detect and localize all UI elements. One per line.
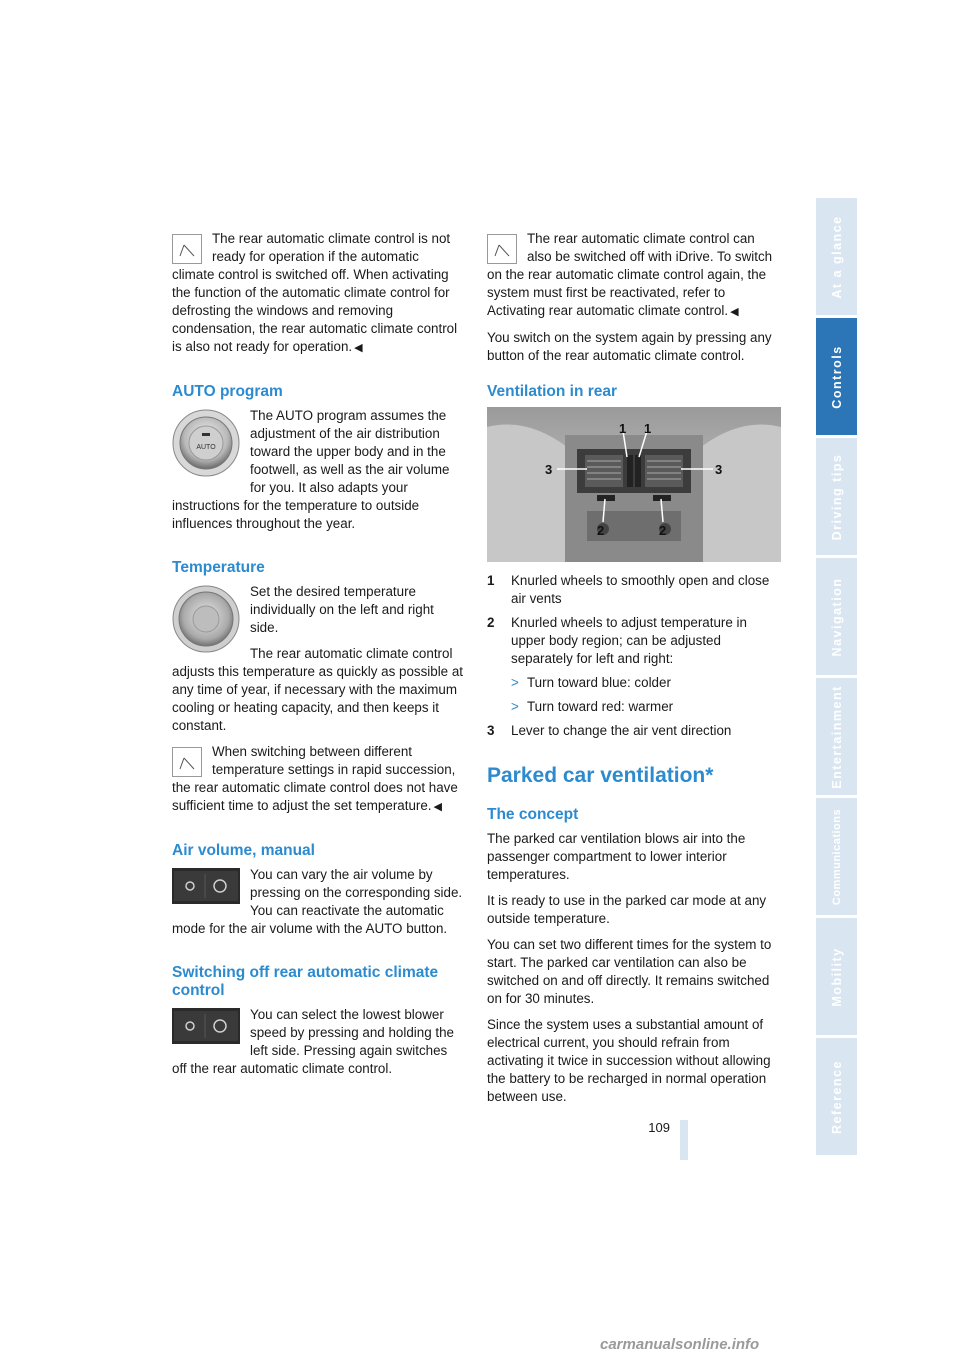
ventilation-heading: Ventilation in rear xyxy=(487,383,618,400)
parked-ventilation-heading: Parked car ventilation* xyxy=(487,764,714,787)
concept-paragraph-1: The parked car ventilation blows air into the passenger compartment to lower interior temperatures. xyxy=(487,831,746,882)
chapter-sidebar xyxy=(816,198,857,1158)
temperature-paragraph-1: Set the desired temperature individually on the left and right side. xyxy=(250,584,434,635)
end-mark: ◀ xyxy=(433,801,442,813)
list-item xyxy=(487,614,779,668)
left-column xyxy=(172,230,464,1086)
tab-controls[interactable] xyxy=(816,318,857,435)
tab-mobility[interactable] xyxy=(816,918,857,1035)
tab-label: Driving tips xyxy=(829,453,844,540)
auto-button-label: AUTO xyxy=(196,444,216,451)
list-item xyxy=(487,572,779,608)
note-icon xyxy=(487,234,517,264)
sub-list-item xyxy=(511,674,779,692)
end-mark: ◀ xyxy=(730,306,739,318)
list-item xyxy=(487,722,779,740)
tab-label: Controls xyxy=(829,344,844,409)
tab-label: At a glance xyxy=(829,214,844,299)
list-number: 1 xyxy=(487,573,495,588)
concept-paragraph-4: Since the system uses a substantial amount of electrical current, you should refrain from activating it twice in succession without allowing the battery to be recharged in normal operation between use. xyxy=(487,1017,771,1104)
note-paragraph: The rear automatic climate control can also be switched off with iDrive. To switch on the rear automatic climate control again, the system must first be reactivated, refer to Activating rear automatic climate control. ◀ xyxy=(487,231,773,318)
list-number: 3 xyxy=(487,723,495,738)
temperature-paragraph-2: The rear automatic climate control adjusts this temperature as quickly as possible at any time of year, if necessary with the maximum cooling or heating capacity, and then keeps it constant. xyxy=(172,646,464,733)
note-icon xyxy=(172,234,202,264)
rear-vent-photo xyxy=(487,407,781,562)
auto-paragraph: The AUTO program assumes the adjustment of the air distribution toward the upper body and in the footwell, as well as the air volume for you. It also adapts your instructions for the temperature to outside influences throughout the year. xyxy=(172,408,450,531)
photo-label-2a: 2 xyxy=(597,523,605,538)
list-text: Knurled wheels to smoothly open and close air vents xyxy=(511,573,770,606)
sub-list-marker: > xyxy=(511,699,519,714)
sub-list-item xyxy=(511,698,779,716)
concept-paragraph-3: You can set two different times for the system to start. The parked car ventilation can also be switched on and off directly. It remains switched on for 30 minutes. xyxy=(487,937,772,1006)
switch-off-button-image xyxy=(172,1008,240,1044)
tab-label: Navigation xyxy=(829,577,844,656)
tab-label: Entertainment xyxy=(829,684,844,789)
sub-list-text: Turn toward red: warmer xyxy=(527,699,674,714)
tab-label: Mobility xyxy=(829,946,844,1007)
photo-label-1a: 1 xyxy=(619,421,627,436)
tab-entertainment[interactable] xyxy=(816,678,857,795)
note-paragraph: The rear automatic climate control is not ready for operation if the automatic climate control is switched off. When activating the function of the automatic climate control for defrosting the windows and removing condensation, the rear automatic climate control is also not ready for operation. ◀ xyxy=(172,231,458,354)
temperature-heading: Temperature xyxy=(172,559,265,576)
temperature-knob-image xyxy=(172,585,240,653)
auto-button-image xyxy=(172,409,240,477)
tab-driving-tips[interactable] xyxy=(816,438,857,555)
end-mark: ◀ xyxy=(354,342,363,354)
concept-heading: The concept xyxy=(487,806,579,823)
list-text: Knurled wheels to adjust temperature in upper body region; can be adjusted separately for left and right: xyxy=(511,615,747,666)
switch-on-paragraph: You switch on the system again by pressing any button of the rear automatic climate control. xyxy=(487,330,772,363)
photo-label-3b: 3 xyxy=(715,462,723,477)
air-volume-heading: Air volume, manual xyxy=(172,842,315,859)
page-number: 109 xyxy=(648,1120,670,1135)
list-text: Lever to change the air vent direction xyxy=(511,723,732,738)
switch-off-paragraph: You can select the lowest blower speed by pressing and holding the left side. Pressing again switches off the rear automatic climate control. xyxy=(172,1007,454,1076)
page-number-bar xyxy=(680,1120,688,1160)
air-volume-button-image xyxy=(172,868,240,904)
note-icon xyxy=(172,747,202,777)
photo-label-1b: 1 xyxy=(644,421,652,436)
photo-label-3a: 3 xyxy=(545,462,553,477)
auto-heading: AUTO program xyxy=(172,383,283,400)
tab-reference[interactable] xyxy=(816,1038,857,1155)
tab-communications[interactable] xyxy=(816,798,857,915)
photo-label-2b: 2 xyxy=(659,523,667,538)
tab-label: Reference xyxy=(829,1059,844,1134)
concept-paragraph-2: It is ready to use in the parked car mode at any outside temperature. xyxy=(487,893,767,926)
list-number: 2 xyxy=(487,615,495,630)
air-volume-paragraph: You can vary the air volume by pressing on the corresponding side. You can reactivate the automatic mode for the air volume with the AUTO button. xyxy=(172,867,463,936)
sub-list-marker: > xyxy=(511,675,519,690)
note-paragraph: When switching between different temperature settings in rapid succession, the rear automatic climate control does not have sufficient time to adjust the set temperature. ◀ xyxy=(172,744,458,813)
tab-navigation[interactable] xyxy=(816,558,857,675)
tab-label: Communications xyxy=(830,808,843,905)
right-column xyxy=(487,230,779,1114)
switch-off-heading: Switching off rear automatic climate control xyxy=(172,964,439,999)
watermark: carmanualsonline.info xyxy=(600,1336,760,1353)
tab-at-a-glance[interactable] xyxy=(816,198,857,315)
sub-list-text: Turn toward blue: colder xyxy=(527,675,671,690)
